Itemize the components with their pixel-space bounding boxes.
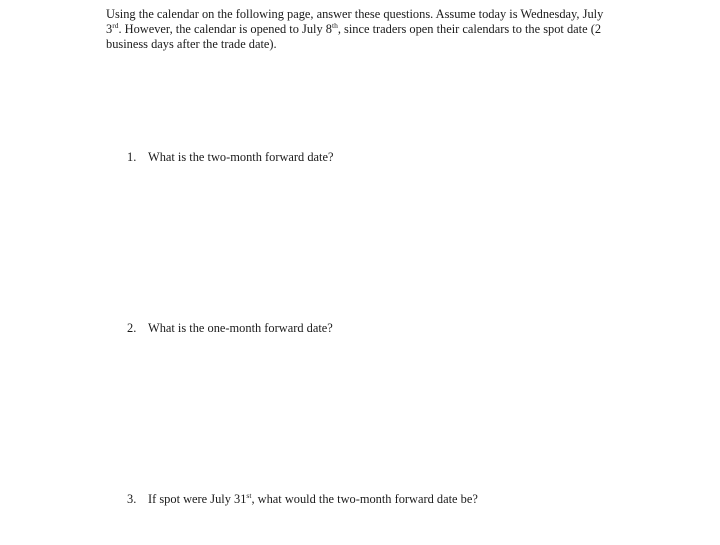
question-number: 3. xyxy=(127,492,137,506)
question-number: 1. xyxy=(127,150,137,164)
ordinal-suffix-rd: rd xyxy=(112,20,119,30)
ordinal-suffix-st: st xyxy=(246,490,252,500)
instructions-paragraph xyxy=(106,7,618,52)
instructions-text-1: Using the calendar on the following page, answer these questions. Assume today is Wednesday, July 3 xyxy=(106,7,604,36)
question-2 xyxy=(127,321,333,336)
question-text: What is the one-month forward date? xyxy=(148,321,333,335)
ordinal-suffix-th: th xyxy=(331,20,338,30)
question-1 xyxy=(127,150,333,165)
question-number: 2. xyxy=(127,321,137,335)
question-3 xyxy=(127,492,478,507)
instructions-text-3: , since traders open their calendars to the spot date (2 business days after the trade date). xyxy=(106,22,602,51)
question-text: What is the two-month forward date? xyxy=(148,150,334,164)
instructions-text-2: . However, the calendar is opened to July 8 xyxy=(118,22,332,36)
question-text-end: , what would the two-month forward date be? xyxy=(251,492,478,506)
question-text-start: If spot were July 31 xyxy=(148,492,247,506)
